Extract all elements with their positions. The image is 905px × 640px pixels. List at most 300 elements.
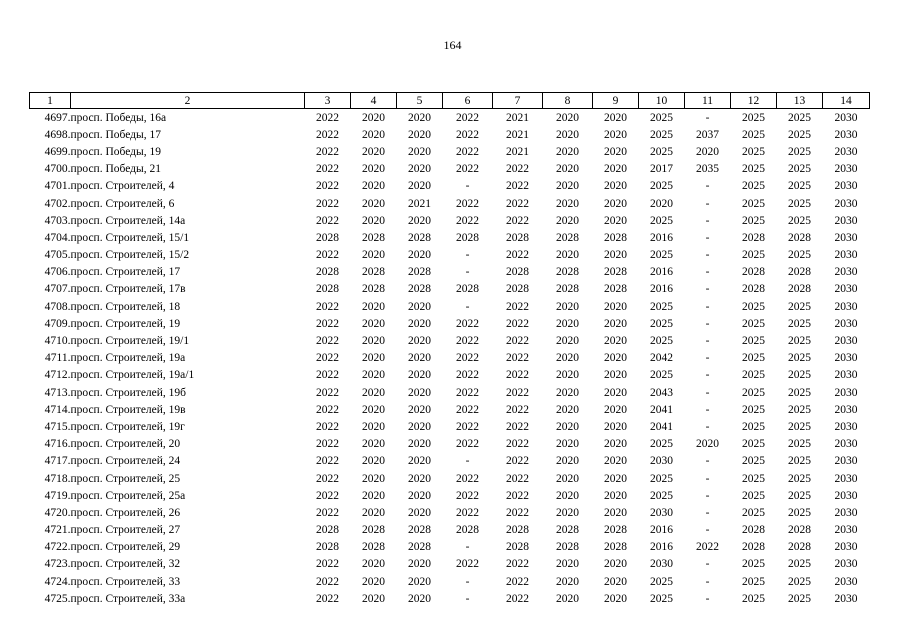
address-cell: просп. Строителей, 20 (70, 438, 181, 451)
year-cell: 2021 (506, 145, 529, 158)
year-cell: - (465, 575, 470, 588)
year-cell: 2025 (788, 197, 811, 210)
year-cell: 2025 (650, 592, 673, 605)
year-cell: 2025 (742, 352, 765, 365)
year-cell: 2028 (408, 283, 431, 296)
year-cell: 2020 (556, 506, 579, 519)
year-cell: 2025 (742, 369, 765, 382)
year-cell: 2017 (650, 163, 673, 176)
year-cell: 2020 (362, 335, 385, 348)
address-cell: просп. Победы, 17 (70, 128, 161, 141)
table-row (30, 367, 870, 384)
year-cell: 2030 (834, 266, 858, 279)
year-cell: - (705, 111, 710, 124)
table-row (30, 401, 870, 418)
address-cell: просп. Строителей, 32 (70, 558, 181, 571)
year-cell: - (705, 335, 710, 348)
address-cell: просп. Строителей, 4 (70, 180, 175, 193)
table-body (30, 109, 870, 608)
table-row (30, 298, 870, 315)
year-cell: 2022 (316, 489, 339, 502)
column-header-5: 5 (397, 93, 443, 109)
table-row (30, 470, 870, 487)
year-cell: 2022 (506, 420, 529, 433)
year-cell: 2028 (742, 283, 765, 296)
year-cell: 2042 (650, 352, 673, 365)
address-cell: просп. Строителей, 6 (70, 197, 175, 210)
year-cell: 2020 (556, 163, 579, 176)
year-cell: 2022 (316, 472, 339, 485)
address-cell: просп. Строителей, 33 (70, 575, 181, 588)
year-cell: 2020 (408, 575, 431, 588)
year-cell: 2020 (362, 506, 385, 519)
year-cell: 2025 (650, 111, 673, 124)
year-cell: 2020 (408, 472, 431, 485)
year-cell: 2016 (650, 266, 673, 279)
table-row (30, 590, 870, 607)
year-cell: 2022 (456, 438, 479, 451)
table-row (30, 195, 870, 212)
year-cell: 2020 (408, 335, 431, 348)
year-cell: 2041 (650, 403, 673, 416)
address-cell: просп. Строителей, 19в (70, 403, 186, 416)
row-number: 4712. (44, 369, 71, 382)
year-cell: 2021 (506, 128, 529, 141)
table-row (30, 247, 870, 264)
year-cell: 2030 (650, 558, 673, 571)
year-cell: 2025 (742, 489, 765, 502)
address-cell: просп. Победы, 21 (70, 163, 161, 176)
year-cell: 2025 (650, 369, 673, 382)
year-cell: 2025 (788, 386, 811, 399)
address-cell: просп. Строителей, 14а (70, 214, 186, 227)
year-cell: 2025 (788, 128, 811, 141)
row-number: 4716. (44, 438, 71, 451)
table-row (30, 178, 870, 195)
row-number: 4720. (44, 506, 71, 519)
year-cell: 2022 (316, 592, 339, 605)
year-cell: 2020 (408, 558, 431, 571)
year-cell: 2028 (506, 266, 529, 279)
year-cell: 2030 (834, 317, 858, 330)
year-cell: 2030 (834, 214, 858, 227)
row-number: 4697. (44, 111, 71, 124)
year-cell: 2030 (834, 489, 858, 502)
year-cell: 2020 (604, 455, 627, 468)
year-cell: 2028 (604, 283, 627, 296)
address-cell: просп. Победы, 19 (70, 145, 161, 158)
year-cell: 2020 (408, 317, 431, 330)
address-cell: просп. Строителей, 19а (70, 352, 186, 365)
year-cell: 2030 (834, 403, 858, 416)
column-header-2: 2 (71, 93, 305, 109)
year-cell: 2030 (834, 541, 858, 554)
year-cell: 2025 (788, 352, 811, 365)
year-cell: 2025 (742, 558, 765, 571)
year-cell: 2025 (742, 335, 765, 348)
year-cell: 2020 (604, 214, 627, 227)
year-cell: 2020 (408, 163, 431, 176)
year-cell: 2020 (408, 128, 431, 141)
year-cell: 2022 (316, 163, 339, 176)
row-number: 4709. (44, 317, 71, 330)
year-cell: - (705, 231, 710, 244)
year-cell: 2030 (834, 472, 858, 485)
year-cell: 2020 (362, 214, 385, 227)
row-number: 4717. (44, 455, 71, 468)
year-cell: 2020 (362, 575, 385, 588)
row-number: 4703. (44, 214, 71, 227)
address-cell: просп. Строителей, 19а/1 (70, 369, 195, 382)
year-cell: 2022 (506, 335, 529, 348)
year-cell: 2022 (456, 214, 479, 227)
year-cell: 2022 (506, 403, 529, 416)
row-number: 4710. (44, 335, 71, 348)
year-cell: 2020 (408, 180, 431, 193)
year-cell: 2020 (604, 163, 627, 176)
year-cell: 2025 (742, 592, 765, 605)
table-row (30, 212, 870, 229)
year-cell: 2016 (650, 524, 673, 537)
year-cell: 2030 (650, 455, 673, 468)
year-cell: 2028 (456, 524, 479, 537)
year-cell: 2022 (456, 472, 479, 485)
year-cell: 2028 (788, 283, 811, 296)
year-cell: 2025 (742, 403, 765, 416)
year-cell: 2022 (316, 214, 339, 227)
table-row (30, 332, 870, 349)
year-cell: 2020 (556, 197, 579, 210)
year-cell: 2028 (316, 231, 339, 244)
year-cell: 2028 (362, 541, 385, 554)
row-number: 4724. (44, 575, 71, 588)
year-cell: - (705, 300, 710, 313)
year-cell: 2035 (696, 163, 719, 176)
year-cell: 2028 (556, 266, 579, 279)
year-cell: - (705, 472, 710, 485)
year-cell: 2030 (834, 575, 858, 588)
year-cell: 2022 (506, 455, 529, 468)
year-cell: 2020 (696, 438, 719, 451)
year-cell: 2030 (834, 180, 858, 193)
year-cell: 2025 (742, 197, 765, 210)
year-cell: 2028 (742, 266, 765, 279)
column-header-8: 8 (543, 93, 593, 109)
year-cell: 2022 (316, 145, 339, 158)
year-cell: 2025 (742, 128, 765, 141)
row-number: 4705. (44, 249, 71, 262)
year-cell: 2020 (408, 438, 431, 451)
year-cell: 2028 (742, 541, 765, 554)
year-cell: 2025 (788, 369, 811, 382)
year-cell: 2025 (788, 111, 811, 124)
year-cell: 2020 (556, 472, 579, 485)
year-cell: 2025 (650, 489, 673, 502)
year-cell: - (705, 317, 710, 330)
year-cell: 2022 (506, 506, 529, 519)
year-cell: 2030 (834, 455, 858, 468)
year-cell: 2022 (456, 489, 479, 502)
year-cell: 2025 (650, 317, 673, 330)
year-cell: - (705, 455, 710, 468)
year-cell: 2020 (556, 575, 579, 588)
year-cell: 2022 (316, 455, 339, 468)
year-cell: 2020 (362, 403, 385, 416)
year-cell: 2022 (456, 403, 479, 416)
address-cell: просп. Строителей, 33а (70, 592, 186, 605)
year-cell: - (705, 420, 710, 433)
year-cell: 2025 (650, 145, 673, 158)
address-cell: просп. Строителей, 27 (70, 524, 181, 537)
row-number: 4715. (44, 420, 71, 433)
year-cell: 2022 (456, 352, 479, 365)
year-cell: 2028 (556, 524, 579, 537)
year-cell: 2025 (742, 506, 765, 519)
year-cell: 2028 (604, 231, 627, 244)
year-cell: 2030 (834, 163, 858, 176)
address-cell: просп. Строителей, 25 (70, 472, 181, 485)
year-cell: 2022 (506, 592, 529, 605)
year-cell: 2030 (834, 300, 858, 313)
address-cell: просп. Строителей, 18 (70, 300, 181, 313)
year-cell: 2020 (604, 335, 627, 348)
year-cell: 2020 (604, 403, 627, 416)
year-cell: 2020 (408, 455, 431, 468)
year-cell: 2028 (408, 541, 431, 554)
year-cell: 2022 (316, 438, 339, 451)
year-cell: 2022 (696, 541, 719, 554)
year-cell: 2020 (362, 180, 385, 193)
year-cell: 2041 (650, 420, 673, 433)
year-cell: 2028 (362, 266, 385, 279)
year-cell: - (705, 506, 710, 519)
row-number: 4704. (44, 231, 71, 244)
year-cell: 2028 (788, 524, 811, 537)
year-cell: 2028 (788, 541, 811, 554)
year-cell: 2022 (506, 472, 529, 485)
year-cell: 2020 (556, 352, 579, 365)
table-row (30, 573, 870, 590)
year-cell: 2025 (788, 300, 811, 313)
year-cell: 2020 (604, 369, 627, 382)
year-cell: 2020 (556, 145, 579, 158)
column-header-11: 11 (685, 93, 731, 109)
address-cell: просп. Строителей, 24 (70, 455, 181, 468)
address-cell: просп. Строителей, 19б (70, 386, 187, 399)
table-row (30, 281, 870, 298)
year-cell: - (465, 266, 470, 279)
year-cell: 2025 (788, 472, 811, 485)
year-cell: 2020 (556, 180, 579, 193)
row-number: 4718. (44, 472, 71, 485)
year-cell: 2030 (834, 524, 858, 537)
year-cell: 2022 (456, 111, 479, 124)
row-number: 4706. (44, 266, 71, 279)
year-cell: 2020 (362, 163, 385, 176)
year-cell: 2022 (506, 352, 529, 365)
year-cell: 2030 (834, 352, 858, 365)
year-cell: - (465, 180, 470, 193)
table-row (30, 143, 870, 160)
year-cell: 2025 (650, 472, 673, 485)
year-cell: - (705, 266, 710, 279)
year-cell: - (705, 352, 710, 365)
table-row (30, 264, 870, 281)
year-cell: 2022 (316, 249, 339, 262)
year-cell: - (705, 369, 710, 382)
year-cell: 2022 (506, 575, 529, 588)
year-cell: 2022 (456, 128, 479, 141)
year-cell: 2025 (788, 558, 811, 571)
table-row (30, 126, 870, 143)
year-cell: 2025 (742, 249, 765, 262)
year-cell: 2020 (362, 111, 385, 124)
year-cell: 2020 (362, 558, 385, 571)
year-cell: - (705, 403, 710, 416)
year-cell: 2030 (834, 231, 858, 244)
year-cell: 2020 (556, 111, 579, 124)
year-cell: 2025 (742, 111, 765, 124)
year-cell: 2022 (316, 111, 339, 124)
year-cell: 2020 (362, 455, 385, 468)
row-number: 4723. (44, 558, 71, 571)
year-cell: 2025 (788, 163, 811, 176)
year-cell: 2020 (556, 317, 579, 330)
year-cell: - (465, 592, 470, 605)
year-cell: 2020 (556, 489, 579, 502)
year-cell: 2020 (556, 386, 579, 399)
year-cell: 2030 (834, 386, 858, 399)
address-cell: просп. Строителей, 15/1 (70, 231, 190, 244)
year-cell: 2025 (742, 386, 765, 399)
year-cell: 2025 (650, 300, 673, 313)
year-cell: 2025 (742, 420, 765, 433)
year-cell: 2020 (408, 369, 431, 382)
year-cell: 2025 (788, 489, 811, 502)
year-cell: 2016 (650, 541, 673, 554)
row-number: 4708. (44, 300, 71, 313)
year-cell: 2020 (604, 145, 627, 158)
year-cell: 2022 (506, 438, 529, 451)
year-cell: 2020 (604, 249, 627, 262)
year-cell: - (705, 592, 710, 605)
row-number: 4700. (44, 163, 71, 176)
year-cell: 2025 (788, 575, 811, 588)
year-cell: 2020 (408, 489, 431, 502)
row-number: 4707. (44, 283, 71, 296)
year-cell: 2022 (316, 317, 339, 330)
column-header-6: 6 (443, 93, 493, 109)
year-cell: 2028 (408, 524, 431, 537)
year-cell: 2030 (834, 145, 858, 158)
row-number: 4702. (44, 197, 71, 210)
year-cell: 2025 (650, 128, 673, 141)
address-cell: просп. Строителей, 19 (70, 317, 181, 330)
year-cell: 2028 (456, 231, 479, 244)
year-cell: 2022 (506, 386, 529, 399)
row-number: 4725. (44, 592, 71, 605)
year-cell: 2025 (788, 403, 811, 416)
table-row (30, 487, 870, 504)
year-cell: 2021 (506, 111, 529, 124)
year-cell: 2020 (408, 300, 431, 313)
year-cell: 2025 (788, 180, 811, 193)
year-cell: - (705, 489, 710, 502)
row-number: 4713. (44, 386, 71, 399)
year-cell: 2020 (604, 180, 627, 193)
year-cell: 2022 (316, 335, 339, 348)
year-cell: 2030 (650, 506, 673, 519)
year-cell: 2025 (788, 455, 811, 468)
year-cell: - (705, 249, 710, 262)
table-row (30, 315, 870, 332)
year-cell: 2028 (362, 524, 385, 537)
year-cell: 2025 (650, 249, 673, 262)
year-cell: 2030 (834, 197, 858, 210)
year-cell: 2022 (316, 558, 339, 571)
year-cell: 2043 (650, 386, 673, 399)
address-cell: просп. Строителей, 26 (70, 506, 181, 519)
year-cell: 2025 (742, 163, 765, 176)
year-cell: 2025 (742, 300, 765, 313)
table-row (30, 161, 870, 178)
year-cell: 2025 (742, 145, 765, 158)
year-cell: 2022 (316, 369, 339, 382)
header-row (30, 93, 870, 109)
table-row (30, 109, 870, 127)
year-cell: 2022 (316, 403, 339, 416)
address-cell: просп. Строителей, 29 (70, 541, 181, 554)
year-cell: 2025 (650, 180, 673, 193)
table-row (30, 384, 870, 401)
column-header-13: 13 (777, 93, 823, 109)
year-cell: 2025 (742, 317, 765, 330)
table-row (30, 504, 870, 521)
year-cell: - (705, 197, 710, 210)
row-number: 4699. (44, 145, 71, 158)
row-number: 4722. (44, 541, 71, 554)
year-cell: 2020 (408, 420, 431, 433)
year-cell: 2020 (408, 403, 431, 416)
year-cell: 2020 (556, 403, 579, 416)
year-cell: 2020 (604, 472, 627, 485)
year-cell: 2030 (834, 249, 858, 262)
year-cell: 2020 (362, 300, 385, 313)
year-cell: 2020 (408, 249, 431, 262)
year-cell: 2020 (604, 128, 627, 141)
year-cell: 2025 (650, 335, 673, 348)
year-cell: 2020 (362, 145, 385, 158)
year-cell: 2028 (456, 283, 479, 296)
year-cell: 2025 (742, 438, 765, 451)
column-header-7: 7 (493, 93, 543, 109)
year-cell: 2025 (788, 592, 811, 605)
year-cell: - (705, 558, 710, 571)
year-cell: 2028 (362, 231, 385, 244)
year-cell: 2022 (456, 558, 479, 571)
register-table (29, 92, 870, 607)
column-header-4: 4 (351, 93, 397, 109)
year-cell: 2030 (834, 558, 858, 571)
year-cell: 2025 (788, 317, 811, 330)
year-cell: 2028 (788, 266, 811, 279)
year-cell: 2025 (788, 335, 811, 348)
year-cell: 2020 (604, 386, 627, 399)
year-cell: 2022 (316, 420, 339, 433)
year-cell: 2025 (650, 214, 673, 227)
year-cell: 2020 (408, 506, 431, 519)
year-cell: 2028 (506, 524, 529, 537)
